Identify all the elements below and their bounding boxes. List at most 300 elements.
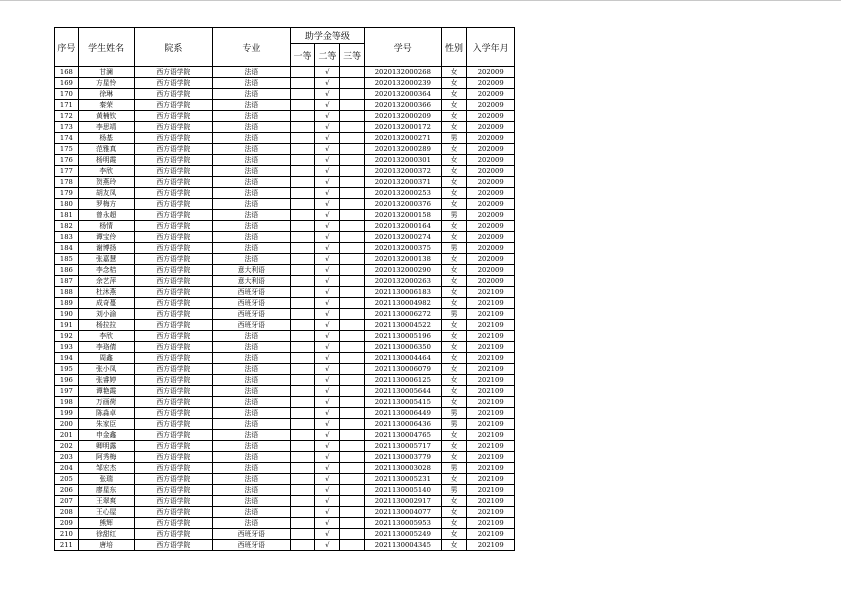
cell-major: 法语	[213, 463, 291, 474]
cell-gender: 女	[441, 144, 467, 155]
cell-enroll: 202109	[467, 287, 515, 298]
cell-grade-1	[290, 353, 315, 364]
cell-gender: 女	[441, 518, 467, 529]
cell-major: 法语	[213, 419, 291, 430]
cell-dept: 西方语学院	[134, 419, 213, 430]
cell-dept: 西方语学院	[134, 221, 213, 232]
cell-student-id: 2020132000371	[365, 177, 441, 188]
cell-enroll: 202009	[467, 155, 515, 166]
cell-grade-1	[290, 89, 315, 100]
cell-enroll: 202109	[467, 419, 515, 430]
cell-name: 杨拉拉	[78, 320, 134, 331]
cell-dept: 西方语学院	[134, 254, 213, 265]
cell-seq: 171	[55, 100, 79, 111]
cell-grade-1	[290, 397, 315, 408]
cell-gender: 女	[441, 540, 467, 551]
cell-grade-1	[290, 342, 315, 353]
cell-major: 法语	[213, 518, 291, 529]
cell-name: 王翠爽	[78, 496, 134, 507]
cell-grade-1	[290, 518, 315, 529]
cell-gender: 男	[441, 463, 467, 474]
cell-gender: 女	[441, 265, 467, 276]
cell-dept: 西方语学院	[134, 331, 213, 342]
table-row	[55, 111, 515, 122]
cell-grade-2: √	[315, 221, 340, 232]
cell-grade-2: √	[315, 177, 340, 188]
cell-student-id: 2021130006125	[365, 375, 441, 386]
cell-major: 法语	[213, 232, 291, 243]
cell-grade-3	[340, 188, 365, 199]
cell-major: 法语	[213, 342, 291, 353]
cell-enroll: 202109	[467, 485, 515, 496]
cell-grade-1	[290, 221, 315, 232]
cell-grade-3	[340, 452, 365, 463]
header-gender: 性别	[441, 28, 467, 67]
cell-grade-3	[340, 78, 365, 89]
cell-enroll: 202109	[467, 331, 515, 342]
cell-major: 意大利语	[213, 276, 291, 287]
cell-grade-2: √	[315, 276, 340, 287]
cell-major: 法语	[213, 155, 291, 166]
cell-student-id: 2020132000375	[365, 243, 441, 254]
table-row	[55, 78, 515, 89]
cell-major: 意大利语	[213, 265, 291, 276]
cell-student-id: 2021130006272	[365, 309, 441, 320]
cell-grade-3	[340, 320, 365, 331]
cell-student-id: 2021130004345	[365, 540, 441, 551]
cell-name: 李念桔	[78, 265, 134, 276]
cell-major: 法语	[213, 375, 291, 386]
scholarship-table	[54, 27, 515, 551]
table-row	[55, 430, 515, 441]
cell-grade-3	[340, 540, 365, 551]
cell-seq: 174	[55, 133, 79, 144]
cell-student-id: 2020132000274	[365, 232, 441, 243]
table-row	[55, 518, 515, 529]
header-grade-group: 助学金等级	[290, 28, 364, 44]
cell-name: 李思靖	[78, 122, 134, 133]
cell-dept: 西方语学院	[134, 276, 213, 287]
cell-dept: 西方语学院	[134, 463, 213, 474]
cell-name: 刘小渝	[78, 309, 134, 320]
cell-major: 法语	[213, 331, 291, 342]
cell-seq: 190	[55, 309, 79, 320]
cell-enroll: 202109	[467, 298, 515, 309]
cell-gender: 女	[441, 67, 467, 78]
cell-grade-3	[340, 276, 365, 287]
cell-grade-2: √	[315, 474, 340, 485]
cell-enroll: 202009	[467, 166, 515, 177]
cell-gender: 女	[441, 397, 467, 408]
cell-seq: 210	[55, 529, 79, 540]
cell-seq: 204	[55, 463, 79, 474]
header-grade-3: 三等	[340, 44, 365, 67]
cell-student-id: 2021130004982	[365, 298, 441, 309]
cell-student-id: 2020132000263	[365, 276, 441, 287]
cell-dept: 西方语学院	[134, 342, 213, 353]
table-row	[55, 485, 515, 496]
table-row	[55, 199, 515, 210]
cell-student-id: 2020132000301	[365, 155, 441, 166]
cell-major: 法语	[213, 452, 291, 463]
cell-seq: 211	[55, 540, 79, 551]
cell-grade-1	[290, 364, 315, 375]
cell-seq: 179	[55, 188, 79, 199]
header-student-id: 学号	[365, 28, 441, 67]
cell-name: 阿秀梅	[78, 452, 134, 463]
table-row	[55, 144, 515, 155]
cell-name: 熊辉	[78, 518, 134, 529]
cell-grade-1	[290, 177, 315, 188]
cell-dept: 西方语学院	[134, 298, 213, 309]
cell-grade-3	[340, 463, 365, 474]
cell-gender: 男	[441, 243, 467, 254]
cell-student-id: 2020132000289	[365, 144, 441, 155]
cell-major: 法语	[213, 89, 291, 100]
cell-grade-2: √	[315, 298, 340, 309]
cell-gender: 女	[441, 89, 467, 100]
cell-gender: 女	[441, 254, 467, 265]
cell-name: 万画荷	[78, 397, 134, 408]
cell-name: 杨情	[78, 221, 134, 232]
cell-grade-1	[290, 133, 315, 144]
table-row	[55, 529, 515, 540]
cell-dept: 西方语学院	[134, 485, 213, 496]
cell-major: 西班牙语	[213, 320, 291, 331]
cell-grade-2: √	[315, 540, 340, 551]
cell-major: 法语	[213, 177, 291, 188]
cell-enroll: 202009	[467, 100, 515, 111]
cell-grade-2: √	[315, 441, 340, 452]
cell-name: 王心屋	[78, 507, 134, 518]
header-name: 学生姓名	[78, 28, 134, 67]
cell-grade-3	[340, 254, 365, 265]
cell-major: 法语	[213, 397, 291, 408]
table-row	[55, 386, 515, 397]
cell-enroll: 202109	[467, 353, 515, 364]
cell-enroll: 202109	[467, 507, 515, 518]
cell-grade-2: √	[315, 243, 340, 254]
cell-enroll: 202009	[467, 78, 515, 89]
cell-enroll: 202109	[467, 463, 515, 474]
cell-dept: 西方语学院	[134, 474, 213, 485]
cell-grade-3	[340, 364, 365, 375]
cell-student-id: 2021130003028	[365, 463, 441, 474]
cell-name: 贺燕玲	[78, 177, 134, 188]
cell-seq: 178	[55, 177, 79, 188]
cell-dept: 西方语学院	[134, 320, 213, 331]
cell-grade-2: √	[315, 342, 340, 353]
cell-gender: 女	[441, 496, 467, 507]
cell-seq: 184	[55, 243, 79, 254]
cell-grade-1	[290, 298, 315, 309]
cell-grade-1	[290, 496, 315, 507]
cell-grade-3	[340, 89, 365, 100]
cell-grade-1	[290, 441, 315, 452]
cell-major: 法语	[213, 100, 291, 111]
cell-gender: 女	[441, 232, 467, 243]
cell-dept: 西方语学院	[134, 529, 213, 540]
cell-grade-3	[340, 67, 365, 78]
cell-name: 罗梅方	[78, 199, 134, 210]
cell-grade-3	[340, 331, 365, 342]
cell-gender: 男	[441, 309, 467, 320]
cell-name: 张小凤	[78, 364, 134, 375]
cell-grade-3	[340, 474, 365, 485]
cell-name: 朱家臣	[78, 419, 134, 430]
cell-seq: 173	[55, 122, 79, 133]
header-seq: 序号	[55, 28, 79, 67]
cell-grade-2: √	[315, 529, 340, 540]
cell-major: 法语	[213, 243, 291, 254]
cell-grade-2: √	[315, 155, 340, 166]
cell-dept: 西方语学院	[134, 507, 213, 518]
cell-grade-1	[290, 507, 315, 518]
cell-grade-2: √	[315, 144, 340, 155]
cell-major: 法语	[213, 474, 291, 485]
cell-grade-2: √	[315, 133, 340, 144]
table-row	[55, 375, 515, 386]
table-row	[55, 331, 515, 342]
table-row	[55, 452, 515, 463]
cell-major: 法语	[213, 430, 291, 441]
table-row	[55, 397, 515, 408]
table-row	[55, 441, 515, 452]
cell-grade-1	[290, 309, 315, 320]
cell-enroll: 202009	[467, 67, 515, 78]
cell-grade-1	[290, 287, 315, 298]
cell-student-id: 2020132000372	[365, 166, 441, 177]
cell-grade-2: √	[315, 232, 340, 243]
table-row	[55, 496, 515, 507]
cell-major: 法语	[213, 507, 291, 518]
cell-seq: 203	[55, 452, 79, 463]
cell-student-id: 2021130005953	[365, 518, 441, 529]
cell-seq: 191	[55, 320, 79, 331]
cell-seq: 169	[55, 78, 79, 89]
cell-student-id: 2021130005415	[365, 397, 441, 408]
table-row	[55, 133, 515, 144]
table-row	[55, 155, 515, 166]
cell-grade-1	[290, 188, 315, 199]
cell-name: 邹宏杰	[78, 463, 134, 474]
header-dept: 院系	[134, 28, 213, 67]
cell-dept: 西方语学院	[134, 155, 213, 166]
cell-grade-3	[340, 386, 365, 397]
cell-gender: 男	[441, 485, 467, 496]
cell-name: 曾永超	[78, 210, 134, 221]
cell-dept: 西方语学院	[134, 100, 213, 111]
cell-grade-1	[290, 210, 315, 221]
cell-grade-3	[340, 287, 365, 298]
cell-dept: 西方语学院	[134, 375, 213, 386]
cell-student-id: 2021130006183	[365, 287, 441, 298]
cell-grade-2: √	[315, 364, 340, 375]
cell-enroll: 202009	[467, 210, 515, 221]
cell-student-id: 2020132000239	[365, 78, 441, 89]
cell-grade-2: √	[315, 287, 340, 298]
table-row	[55, 507, 515, 518]
table-row	[55, 474, 515, 485]
cell-grade-2: √	[315, 408, 340, 419]
cell-seq: 197	[55, 386, 79, 397]
cell-gender: 女	[441, 298, 467, 309]
cell-name: 陈淼卓	[78, 408, 134, 419]
cell-grade-1	[290, 78, 315, 89]
cell-major: 法语	[213, 364, 291, 375]
table-row	[55, 166, 515, 177]
header-enroll: 入学年月	[467, 28, 515, 67]
cell-grade-3	[340, 309, 365, 320]
cell-dept: 西方语学院	[134, 408, 213, 419]
cell-major: 法语	[213, 221, 291, 232]
cell-name: 卿明露	[78, 441, 134, 452]
cell-gender: 女	[441, 353, 467, 364]
cell-enroll: 202009	[467, 254, 515, 265]
cell-student-id: 2021130005196	[365, 331, 441, 342]
cell-grade-3	[340, 529, 365, 540]
cell-grade-1	[290, 166, 315, 177]
cell-enroll: 202109	[467, 452, 515, 463]
cell-grade-1	[290, 430, 315, 441]
cell-dept: 西方语学院	[134, 265, 213, 276]
cell-grade-2: √	[315, 452, 340, 463]
cell-gender: 女	[441, 177, 467, 188]
cell-enroll: 202109	[467, 320, 515, 331]
cell-name: 黄楠钦	[78, 111, 134, 122]
cell-grade-2: √	[315, 166, 340, 177]
cell-dept: 西方语学院	[134, 452, 213, 463]
cell-grade-1	[290, 122, 315, 133]
cell-grade-1	[290, 276, 315, 287]
cell-major: 法语	[213, 353, 291, 364]
cell-seq: 186	[55, 265, 79, 276]
cell-seq: 209	[55, 518, 79, 529]
cell-gender: 女	[441, 221, 467, 232]
cell-dept: 西方语学院	[134, 199, 213, 210]
cell-seq: 180	[55, 199, 79, 210]
cell-grade-2: √	[315, 78, 340, 89]
cell-gender: 女	[441, 507, 467, 518]
cell-student-id: 2020132000164	[365, 221, 441, 232]
table-row	[55, 298, 515, 309]
table-row	[55, 243, 515, 254]
cell-enroll: 202009	[467, 111, 515, 122]
cell-seq: 202	[55, 441, 79, 452]
cell-student-id: 2020132000209	[365, 111, 441, 122]
cell-major: 西班牙语	[213, 298, 291, 309]
cell-grade-3	[340, 496, 365, 507]
cell-gender: 女	[441, 529, 467, 540]
table-row	[55, 232, 515, 243]
cell-grade-3	[340, 397, 365, 408]
cell-seq: 172	[55, 111, 79, 122]
cell-major: 西班牙语	[213, 529, 291, 540]
table-row	[55, 89, 515, 100]
cell-grade-1	[290, 485, 315, 496]
cell-name: 杨基	[78, 133, 134, 144]
cell-grade-3	[340, 342, 365, 353]
cell-enroll: 202009	[467, 276, 515, 287]
table-row	[55, 100, 515, 111]
cell-grade-3	[340, 507, 365, 518]
cell-grade-3	[340, 155, 365, 166]
cell-enroll: 202109	[467, 397, 515, 408]
cell-enroll: 202009	[467, 265, 515, 276]
cell-student-id: 2021130004522	[365, 320, 441, 331]
cell-dept: 西方语学院	[134, 122, 213, 133]
cell-dept: 西方语学院	[134, 188, 213, 199]
cell-grade-3	[340, 221, 365, 232]
table-row	[55, 309, 515, 320]
cell-enroll: 202109	[467, 364, 515, 375]
cell-enroll: 202009	[467, 232, 515, 243]
table-row	[55, 353, 515, 364]
cell-enroll: 202109	[467, 518, 515, 529]
cell-major: 法语	[213, 199, 291, 210]
cell-dept: 西方语学院	[134, 309, 213, 320]
table-row	[55, 463, 515, 474]
cell-gender: 女	[441, 452, 467, 463]
cell-dept: 西方语学院	[134, 364, 213, 375]
cell-name: 李欣	[78, 166, 134, 177]
cell-gender: 女	[441, 320, 467, 331]
cell-dept: 西方语学院	[134, 441, 213, 452]
cell-dept: 西方语学院	[134, 540, 213, 551]
cell-grade-3	[340, 199, 365, 210]
cell-major: 法语	[213, 67, 291, 78]
cell-dept: 西方语学院	[134, 133, 213, 144]
cell-enroll: 202109	[467, 441, 515, 452]
cell-student-id: 2021130005717	[365, 441, 441, 452]
cell-name: 张瑞	[78, 474, 134, 485]
cell-enroll: 202009	[467, 89, 515, 100]
table-row	[55, 67, 515, 78]
cell-student-id: 2021130006449	[365, 408, 441, 419]
cell-name: 谭艳霞	[78, 386, 134, 397]
cell-grade-3	[340, 232, 365, 243]
cell-student-id: 2020132000271	[365, 133, 441, 144]
cell-enroll: 202009	[467, 199, 515, 210]
cell-grade-3	[340, 408, 365, 419]
cell-gender: 女	[441, 375, 467, 386]
cell-grade-2: √	[315, 331, 340, 342]
cell-grade-3	[340, 353, 365, 364]
cell-dept: 西方语学院	[134, 177, 213, 188]
cell-grade-2: √	[315, 463, 340, 474]
table-row	[55, 221, 515, 232]
table-row	[55, 364, 515, 375]
cell-student-id: 2020132000366	[365, 100, 441, 111]
cell-student-id: 2020132000290	[365, 265, 441, 276]
cell-grade-2: √	[315, 111, 340, 122]
cell-grade-2: √	[315, 122, 340, 133]
cell-name: 周鑫	[78, 353, 134, 364]
cell-grade-1	[290, 331, 315, 342]
cell-student-id: 2020132000268	[365, 67, 441, 78]
cell-grade-2: √	[315, 496, 340, 507]
cell-dept: 西方语学院	[134, 353, 213, 364]
cell-seq: 194	[55, 353, 79, 364]
cell-grade-1	[290, 474, 315, 485]
cell-grade-3	[340, 133, 365, 144]
cell-grade-1	[290, 265, 315, 276]
cell-student-id: 2021130005249	[365, 529, 441, 540]
cell-major: 法语	[213, 386, 291, 397]
cell-gender: 女	[441, 287, 467, 298]
cell-seq: 168	[55, 67, 79, 78]
cell-dept: 西方语学院	[134, 386, 213, 397]
